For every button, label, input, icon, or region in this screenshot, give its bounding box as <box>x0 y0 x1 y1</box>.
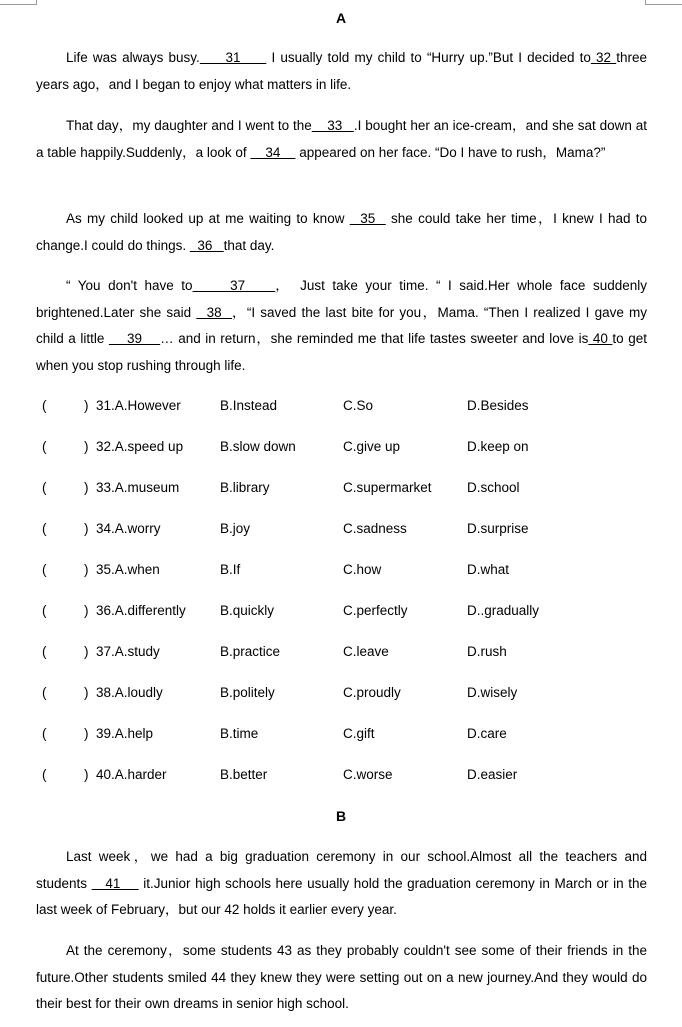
answer-paren-close[interactable]: ) <box>84 398 89 413</box>
section-a-paragraph-3 <box>36 206 647 259</box>
answer-paren-open[interactable]: ( <box>42 685 47 700</box>
option-d: D.keep on <box>467 439 529 454</box>
option-c: C.perfectly <box>343 603 408 618</box>
paragraph-text: At the ceremony，some students 43 as they probably couldn't see some of their friends in the future.Other students smiled 44 they knew they were setting out on a new journey.And they would do their best for their own dreams in senior high school. <box>36 943 647 1011</box>
answer-blank: 37 <box>192 278 276 293</box>
paragraph-text: “ You don't have to <box>66 278 193 293</box>
answer-blank: 31 <box>199 50 267 65</box>
section-b-heading: B <box>335 808 347 824</box>
answer-paren-close[interactable]: ) <box>84 521 89 536</box>
paragraph-text: that day. <box>223 237 275 253</box>
paragraph-text: That day，my daughter and I went to the <box>66 118 312 133</box>
answer-paren-close[interactable]: ) <box>84 726 89 741</box>
option-d: D.surprise <box>467 521 529 536</box>
option-a: 36.A.differently <box>96 603 186 618</box>
paragraph-text: three years ago，and I began to enjoy what matters in life. <box>36 50 647 92</box>
option-b: B.better <box>220 767 268 782</box>
option-b: B.practice <box>220 644 281 659</box>
option-a: 32.A.speed up <box>96 439 184 454</box>
section-b-paragraph-1 <box>36 844 647 924</box>
paragraph-text: I usually told my child to “Hurry up.”But I decided to <box>266 50 591 65</box>
option-c: C.give up <box>343 439 401 454</box>
answer-blank: 38 <box>196 304 232 320</box>
paragraph-text: Last week，we had a big graduation ceremony in our school.Almost all the teachers and students <box>36 849 647 891</box>
question-row <box>36 765 647 785</box>
paragraph-text: she could take her time，I knew I had to change.I could do things. <box>36 211 647 253</box>
option-d: D.what <box>467 562 510 577</box>
option-a: 31.A.However <box>96 398 181 413</box>
option-c: C.how <box>343 562 382 577</box>
answer-paren-close[interactable]: ) <box>84 439 89 454</box>
option-a: 34.A.worry <box>96 521 161 536</box>
option-d: D.school <box>467 480 520 495</box>
option-a: 38.A.loudly <box>96 685 163 700</box>
question-row <box>36 478 647 498</box>
paragraph-text: appeared on her face. “Do I have to rush，Mama?” <box>295 144 606 160</box>
page-corner-mark-left <box>0 0 37 5</box>
option-b: B.library <box>220 480 270 495</box>
paragraph-text: it.Junior high schools here usually hold the graduation ceremony in March or in the last week of February，but our 42 holds it earlier every year. <box>36 875 647 917</box>
answer-blank: 32 <box>590 50 617 65</box>
section-a-paragraph-4 <box>36 273 647 379</box>
option-d: D.Besides <box>467 398 529 413</box>
question-row <box>36 642 647 662</box>
answer-paren-close[interactable]: ) <box>84 644 89 659</box>
question-row <box>36 396 647 416</box>
option-b: B.joy <box>220 521 251 536</box>
option-c: C.leave <box>343 644 389 659</box>
answer-paren-open[interactable]: ( <box>42 644 47 659</box>
option-a: 33.A.museum <box>96 480 180 495</box>
section-a-paragraph-2 <box>36 113 647 166</box>
paragraph-text: ， Just take your time. “ I said.Her whole face suddenly brightened.Later she said <box>36 278 647 320</box>
paragraph-text: ，“I saved the last bite for you，Mama. “Then I realized I gave my child a little <box>36 304 647 346</box>
option-c: C.gift <box>343 726 375 741</box>
question-row <box>36 601 647 621</box>
paragraph-text: .I bought her an ice-cream，and she sat down at a table happily.Suddenly，a look of <box>36 118 647 160</box>
question-row <box>36 560 647 580</box>
answer-paren-close[interactable]: ) <box>84 767 89 782</box>
answer-paren-open[interactable]: ( <box>42 767 47 782</box>
option-c: C.worse <box>343 767 393 782</box>
answer-paren-open[interactable]: ( <box>42 480 47 495</box>
question-row <box>36 683 647 703</box>
section-a-paragraph-1 <box>36 45 647 98</box>
answer-blank: 34 <box>250 144 296 160</box>
option-d: D.wisely <box>467 685 518 700</box>
option-d: D.easier <box>467 767 518 782</box>
answer-paren-open[interactable]: ( <box>42 562 47 577</box>
option-b: B.time <box>220 726 259 741</box>
section-b-paragraph-2 <box>36 938 647 1018</box>
paragraph-text: Life was always busy. <box>66 50 200 65</box>
paragraph-text: to get when you stop rushing through life. <box>36 331 647 373</box>
answer-paren-open[interactable]: ( <box>42 439 47 454</box>
answer-paren-open[interactable]: ( <box>42 521 47 536</box>
option-c: C.proudly <box>343 685 401 700</box>
question-row <box>36 724 647 744</box>
paragraph-text: As my child looked up at me waiting to know <box>66 211 350 226</box>
option-b: B.Instead <box>220 398 278 413</box>
option-d: D.care <box>467 726 507 741</box>
answer-paren-open[interactable]: ( <box>42 398 47 413</box>
answer-blank: 36 <box>189 237 224 253</box>
answer-paren-close[interactable]: ) <box>84 562 89 577</box>
option-a: 39.A.help <box>96 726 154 741</box>
option-b: B.quickly <box>220 603 275 618</box>
option-c: C.So <box>343 398 374 413</box>
option-a: 40.A.harder <box>96 767 167 782</box>
option-a: 37.A.study <box>96 644 160 659</box>
option-b: B.slow down <box>220 439 296 454</box>
answer-paren-open[interactable]: ( <box>42 603 47 618</box>
option-d: D..gradually <box>467 603 540 618</box>
option-c: C.supermarket <box>343 480 432 495</box>
question-row <box>36 519 647 539</box>
option-a: 35.A.when <box>96 562 160 577</box>
paragraph-text: … and in return，she reminded me that life tastes sweeter and love is <box>160 331 589 346</box>
answer-paren-close[interactable]: ) <box>84 480 89 495</box>
answer-blank: 33 <box>311 118 354 133</box>
page-corner-mark-right <box>645 0 682 5</box>
option-d: D.rush <box>467 644 507 659</box>
answer-blank: 40 <box>588 331 613 346</box>
option-b: B.If <box>220 562 241 577</box>
answer-paren-open[interactable]: ( <box>42 726 47 741</box>
answer-blank: 39 <box>108 331 161 346</box>
answer-paren-close[interactable]: ) <box>84 685 89 700</box>
option-c: C.sadness <box>343 521 407 536</box>
option-b: B.politely <box>220 685 275 700</box>
answer-blank: 41 <box>91 875 139 891</box>
answer-paren-close[interactable]: ) <box>84 603 89 618</box>
question-row <box>36 437 647 457</box>
section-a-heading: A <box>335 10 347 26</box>
answer-blank: 35 <box>349 211 386 226</box>
